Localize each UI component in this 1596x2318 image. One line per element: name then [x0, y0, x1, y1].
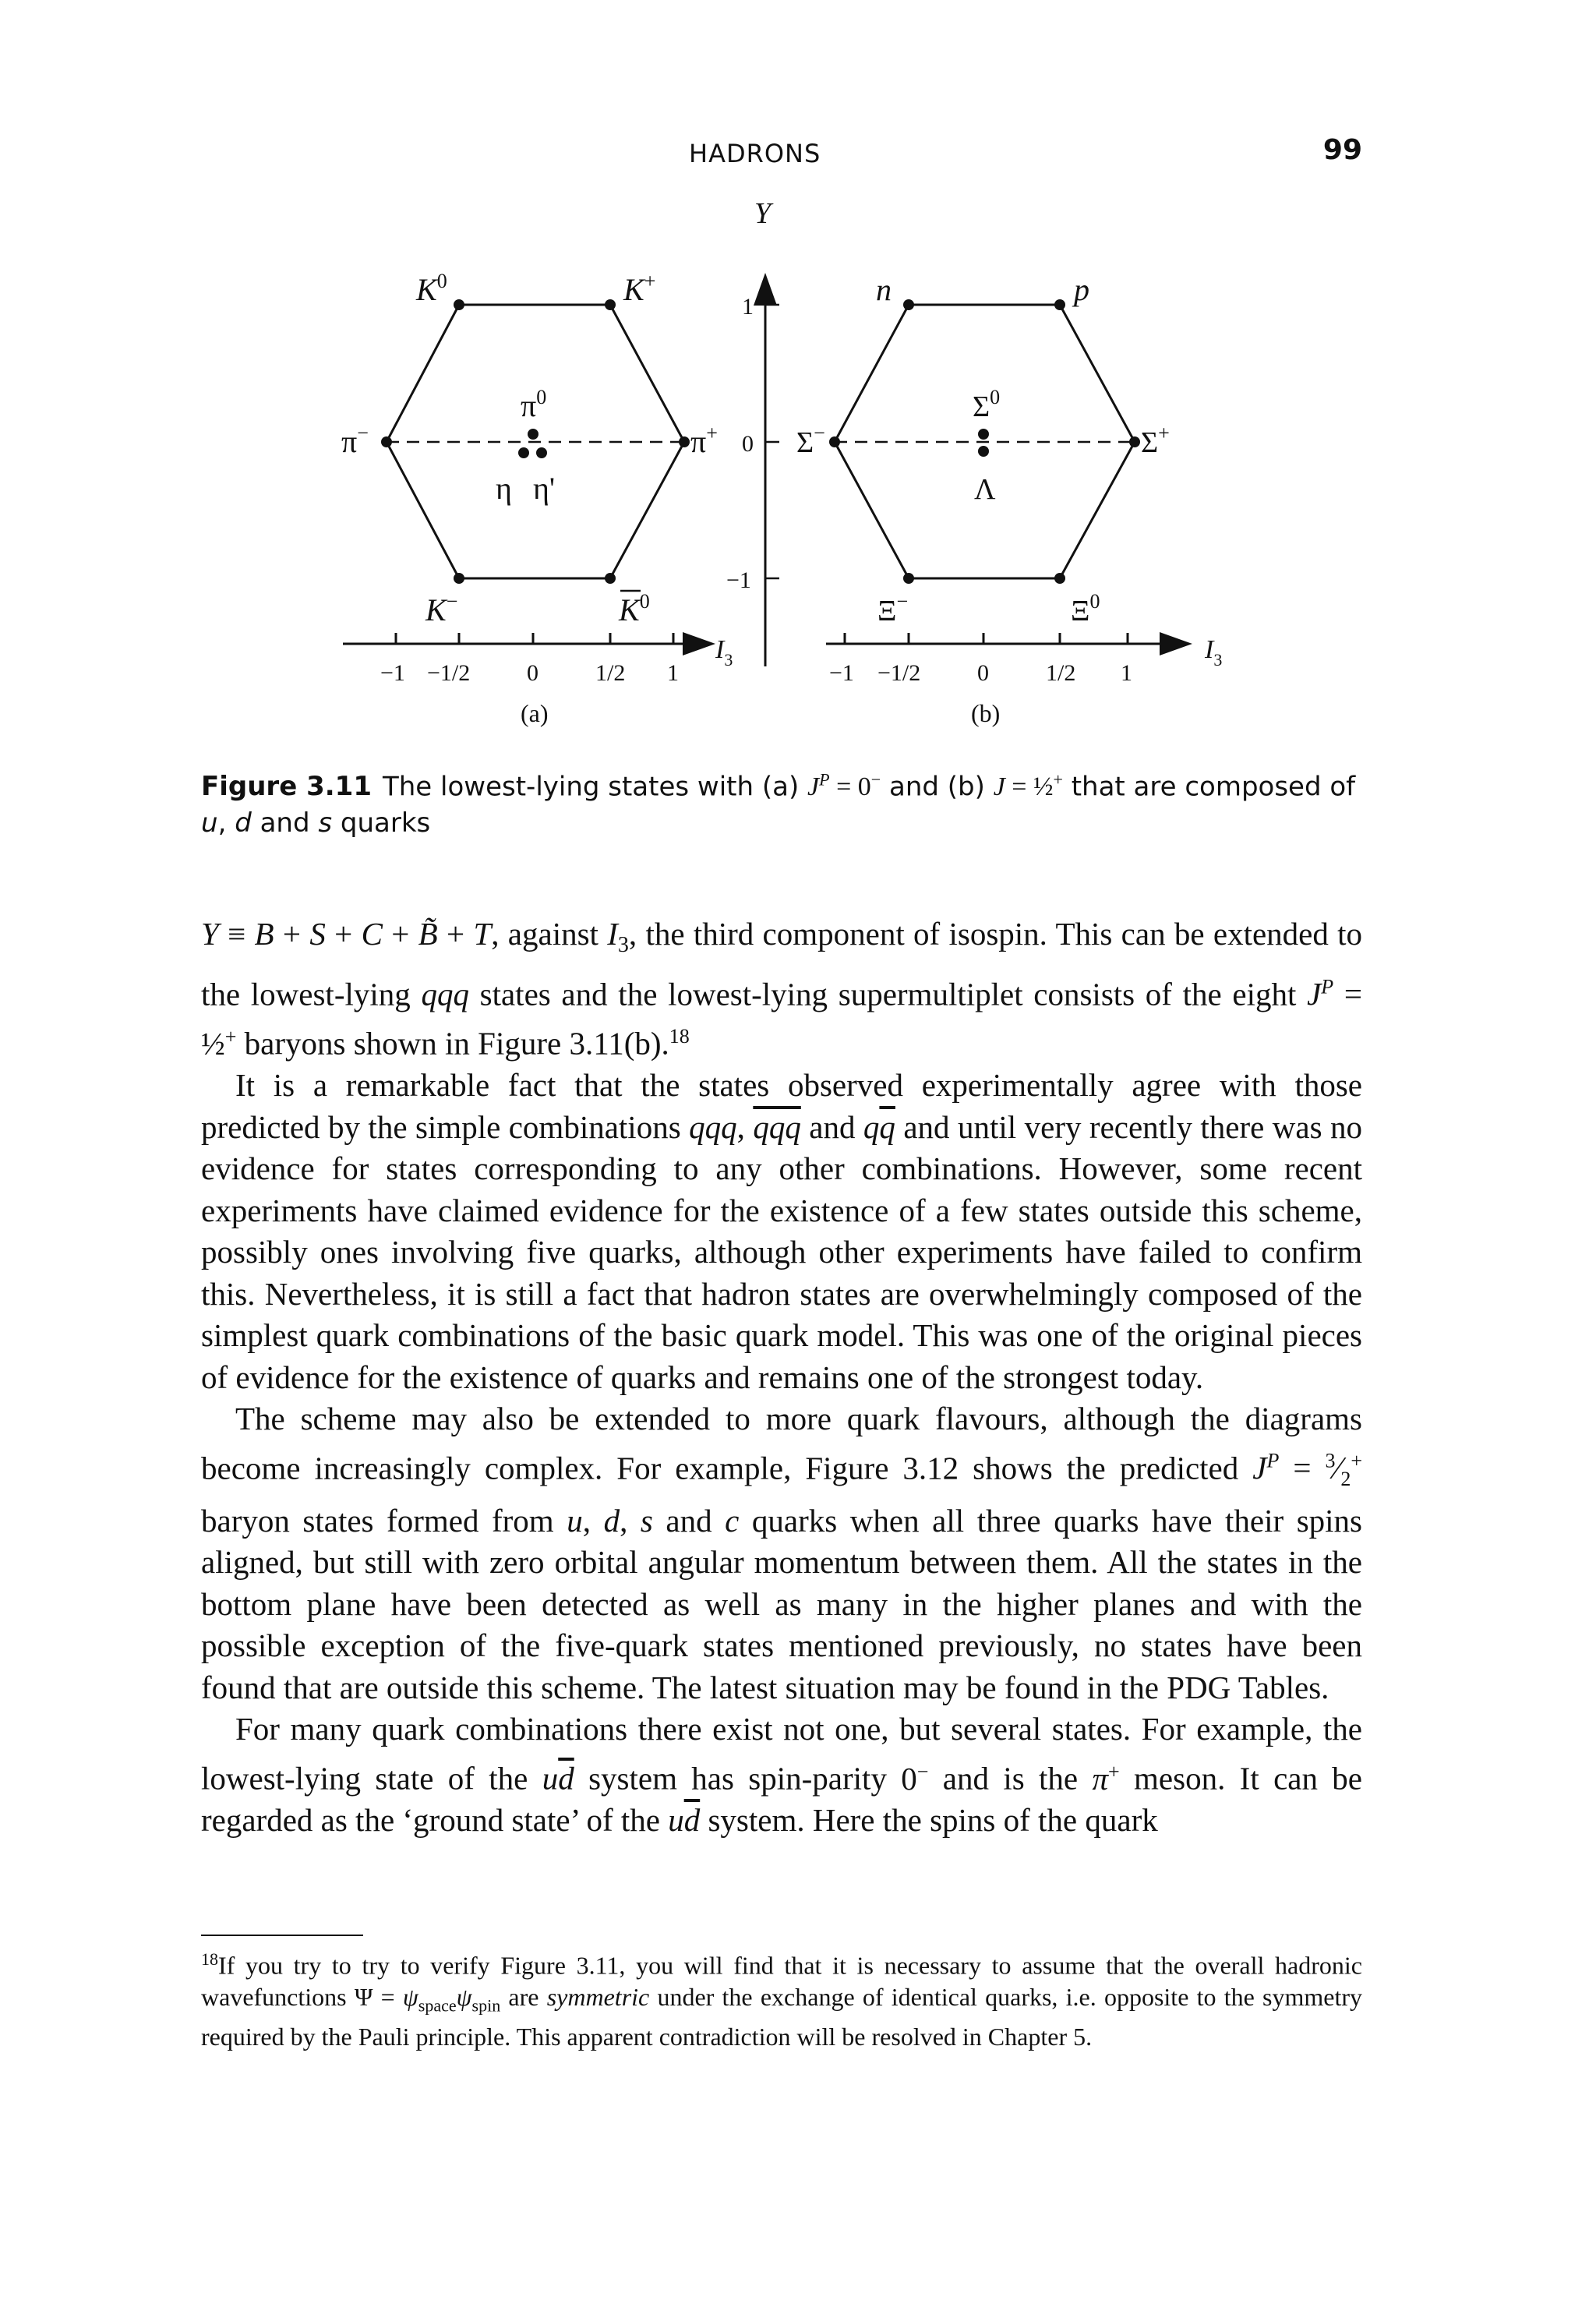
point-Sigmaplus: [1129, 436, 1140, 447]
point-p: [1054, 299, 1065, 310]
label-pi0: $\pi^0$: [521, 386, 547, 423]
label-piminus: π−: [341, 422, 369, 459]
panel-a: [343, 305, 711, 644]
paragraph-1: [201, 913, 1362, 1065]
footnote-18: [201, 1944, 1362, 2052]
label-Lambda: Λ: [974, 473, 996, 506]
caption-label: Figure 3.11: [201, 771, 372, 803]
p3-text-a: The scheme may also be extended to more quark flavours, although the diagrams become increasingly complex. For example, Figure 3.12 shows the predicted: [201, 1401, 1362, 1486]
x-tick-label-b-minus1: −1: [829, 660, 854, 686]
point-Kminus: [454, 573, 464, 584]
p4-text-a: For many quark combinations there exist not one, but several states. For example, the lowest-lying state of the: [201, 1711, 1362, 1797]
p1-text-d: baryons shown in Figure 3.11(b).: [236, 1025, 669, 1062]
p2-text-a: It is a remarkable fact that the states observed experimentally agree with those predicted by the simple combinations: [201, 1067, 1362, 1145]
figure-caption: [201, 762, 1362, 841]
math-quarks-udsc: u, d, s and c: [567, 1502, 740, 1539]
footnote-number: 18: [201, 1949, 218, 1969]
y-axis-label: Y: [754, 197, 772, 230]
p1-text-a: , against: [491, 916, 608, 952]
math-piplus: π+: [1092, 1759, 1120, 1797]
point-Sigma0: [978, 429, 989, 440]
p4-text-b: system has spin-parity: [574, 1760, 902, 1797]
label-piplus: π+: [690, 422, 718, 459]
y-tick-label-1: 1: [742, 294, 754, 320]
math-combinations: qqq, $\overline{qqq}$: [689, 1108, 801, 1145]
x-tick-label-b-half: 1/2: [1046, 660, 1076, 686]
caption-text-2: and (b): [881, 771, 994, 803]
label-K0bar: $K^0$: [619, 590, 650, 627]
point-eta: [518, 447, 529, 458]
running-header: HADRONS: [689, 139, 821, 168]
math-JP-half: $J^P$ = ½+: [201, 975, 1362, 1062]
p1-text-b: , the third component of isospin. This can be extended to the lowest-lying: [201, 916, 1363, 1012]
point-K0: [454, 299, 464, 310]
label-p: p: [1074, 272, 1089, 307]
footnote-text-c: symmetric: [546, 1982, 650, 2011]
sublabel-a: (a): [521, 699, 549, 727]
point-piplus: [679, 436, 690, 447]
x-axis-label-b: $I_3$: [1205, 635, 1223, 670]
label-Xi0: $\Xi^0$: [1071, 590, 1100, 627]
y-tick-label-minus1: −1: [726, 567, 751, 593]
footnote-text-a: If you try to try to verify Figure 3.11, you will find that it is necessary to assume that the overall hadronic wavefunctions: [201, 1951, 1362, 2011]
x-axis-label-a: $I_3$: [715, 635, 733, 670]
label-n: n: [876, 272, 892, 307]
math-0minus: 0−: [901, 1759, 929, 1797]
label-etaprime: η': [533, 471, 556, 506]
caption-math-b: J = ½+: [993, 770, 1063, 802]
p2-text-b: and: [800, 1108, 863, 1145]
p4-text-c: and is the: [928, 1760, 1093, 1797]
label-Sigma0: $\Sigma^0$: [973, 386, 1001, 423]
x-tick-label-b-minushalf: −1/2: [877, 660, 921, 686]
math-q-qbar: $q\overline{q}$: [863, 1108, 895, 1145]
p4-text-d: meson. It can be regarded as the ‘ground state’ of the: [201, 1760, 1363, 1838]
label-Sigmaplus: Σ+: [1141, 422, 1170, 459]
caption-quarks: u, d and s: [201, 807, 333, 839]
p3-text-b: baryon states formed from: [201, 1502, 567, 1539]
x-tick-label-b-0: 0: [977, 660, 989, 686]
x-tick-label-a-minus1: −1: [380, 660, 405, 686]
x-tick-label-a-1: 1: [667, 660, 679, 686]
x-tick-label-a-minushalf: −1/2: [427, 660, 471, 686]
label-Sigmaminus: Σ−: [796, 422, 825, 459]
caption-text-3: that are composed of: [1062, 771, 1356, 803]
point-Xi0: [1054, 573, 1065, 584]
page-number: 99: [1322, 134, 1362, 166]
point-etaprime: [536, 447, 547, 458]
label-Ximinus: Ξ−: [877, 590, 909, 627]
math-JP-3half: $J^P$ = $^3⁄_2^+$: [1252, 1449, 1362, 1491]
math-udbar-1: $u\overline{d}$: [542, 1760, 574, 1797]
sublabel-b: (b): [971, 699, 1001, 727]
y-tick-label-0: 0: [742, 431, 754, 457]
x-tick-label-a-0: 0: [527, 660, 538, 686]
footnote-text-d: under the exchange of identical quarks, i.e. opposite to the symmetry required by the Pauli principle. This apparent contradiction will be resolved in Chapter 5.: [201, 1982, 1363, 2051]
point-n: [903, 299, 914, 310]
p2-text-c: and until very recently there was no evidence for states corresponding to any other combinations. However, some recent experiments have claimed evidence for the existence of a few states outside this scheme, possibly ones involving five quarks, although other experiments have failed to confirm this. Nevertheless, it is still a fact that hadron states are overwhelmingly composed of the simplest quark combinations of the basic quark model. This was one of the original pieces of evidence for the existence of quarks and remains one of the strongest today.: [201, 1108, 1362, 1395]
point-Lambda: [978, 446, 989, 457]
label-K0: $K^0$: [416, 270, 447, 307]
p3-text-c: quarks when all three quarks have their spins aligned, but still with zero orbital angular momentum between them. All the states in the bottom plane have been detected as well as many in the higher planes and with the possible exception of the five-quark states mentioned previously, no states have been found that are outside this scheme. The latest situation may be found in the PDG Tables.: [201, 1502, 1362, 1705]
paragraph-3: [201, 1398, 1362, 1708]
label-Kplus: K+: [623, 270, 656, 307]
math-udbar-2: $u\overline{d}$: [668, 1802, 701, 1838]
x-tick-label-a-half: 1/2: [595, 660, 626, 686]
label-eta: η: [496, 471, 512, 506]
paragraph-2: [201, 1065, 1362, 1398]
label-Kminus: K−: [425, 590, 458, 627]
body-text: [201, 913, 1362, 1842]
caption-math-a: $J^P = 0^-$: [807, 770, 881, 802]
footnote-rule: [201, 1935, 363, 1936]
point-pi0: [528, 429, 538, 440]
point-piminus: [381, 436, 392, 447]
point-Kplus: [605, 299, 616, 310]
footnote-text-b: are: [500, 1982, 547, 2011]
caption-text-4: quarks: [332, 807, 431, 839]
footnote-ref-18[interactable]: 18: [669, 1024, 690, 1048]
x-tick-label-b-1: 1: [1121, 660, 1132, 686]
math-qqq: qqq: [421, 976, 469, 1012]
figure-3-11: [0, 187, 1596, 748]
math-I3: $I_3$: [607, 916, 629, 958]
point-Sigmaminus: [829, 436, 840, 447]
p4-text-e: system. Here the spins of the quark: [700, 1802, 1158, 1838]
paragraph-4: [201, 1708, 1362, 1841]
point-K0bar: [605, 573, 616, 584]
panel-b: [826, 305, 1188, 644]
math-wavefunction: $\Psi = \psi_{space}\psi_{spin}$: [354, 1982, 501, 2016]
math-Y-definition: Y ≡ B + S + C + B̃ + T: [201, 916, 492, 952]
p1-text-c: states and the lowest-lying supermultiplet consists of the eight: [468, 976, 1308, 1012]
point-Ximinus: [903, 573, 914, 584]
caption-text-1: The lowest-lying states with (a): [382, 771, 808, 803]
